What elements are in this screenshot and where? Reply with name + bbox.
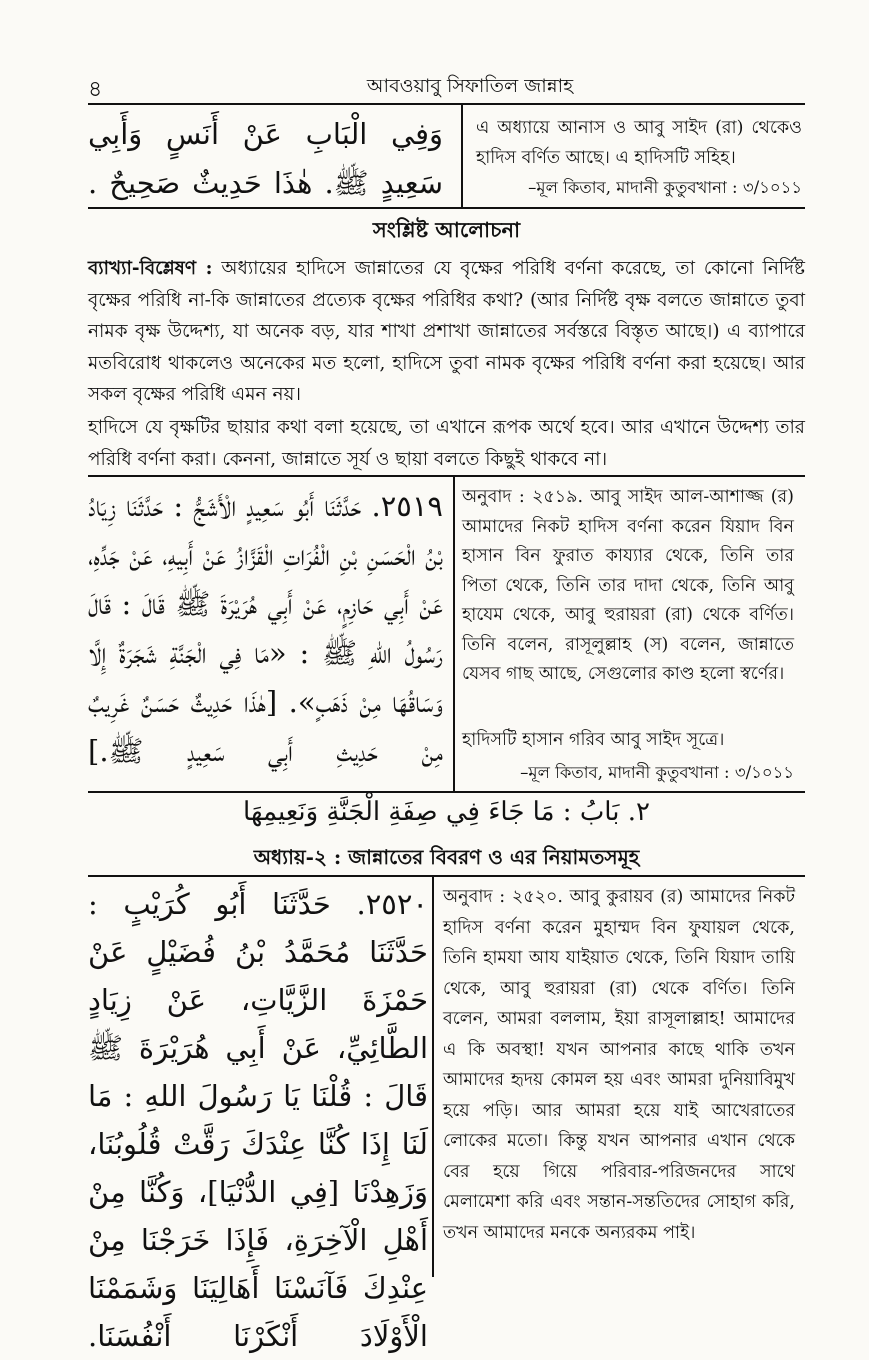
page-number: ৪ — [88, 77, 103, 102]
hadith-2519-reference: –মূল কিতাব, মাদানী কুতুবখানা : ৩/১০১১ — [520, 763, 794, 782]
section1-arabic: وَفِي الْبَابِ عَنْ أَنَسٍ وَأَبِي سَعِيدٍ ﷺ. هٰذَا حَدِيثٌ صَحِيحٌ . — [88, 117, 443, 200]
chapter-2-arabic: ٢. بَابُ : مَا جَاءَ فِي صِفَةِ الْجَنَّةِ وَنَعِيمِهَا — [243, 797, 650, 827]
header-rule — [88, 103, 805, 105]
discussion-bottom-rule — [88, 475, 805, 477]
chapter-2-title: অধ্যায়-২ : জান্নাতের বিবরণ ও এর নিয়ামতসমূহ — [253, 845, 640, 869]
hadith-2520-bangla: অনুবাদ : ২৫২০. আবু কুরায়ব (র) আমাদের নিকট হাদিস বর্ণনা করেন মুহাম্মদ বিন ফুযায়ল থেকে, তিনি হামযা আয যাইয়াত থেকে, তিনি যিয়াদ তায়ি থেকে, আবু হুরায়রা (রা) থেকে বর্ণিত। তিনি বলেন, আমরা বললাম, ইয়া রাসূলাল্লাহ! আমাদের এ কি অবস্থা! যখন আপনার কাছে থাকি তখন আমাদের হৃদয় কোমল হয় এবং আমরা দুনিয়াবিমুখ হয়ে পড়ি। আর আমরা হয়ে যাই আখেরাতের লোকের মতো। কিন্তু যখন আপনার এখান থেকে বের হয়ে গিয়ে পরিবার-পরিজনদের সাথে মেলামেশা করি এবং সন্তান-সন্ততিদের সোহাগ করি, তখন আমাদের মনকে অন্যরকম পাই। — [443, 887, 795, 1243]
hadith-2519-arabic: ٢٥١٩. حَدَّثَنَا أَبُو سَعِيدٍ الْأَشَجُّ : حَدَّثَنَا زِيَادُ بْنُ الْحَسَنِ بْنِ الْفُرَاتِ الْقَزَّازُ عَنْ أَبِيهِ، عَنْ جَدِّهِ، عَنْ أَبِي حَازِمٍ، عَنْ أَبِي هُرَيْرَةَ ﷺ قَالَ : قَالَ رَسُولُ اللهِ ﷺ : «مَا فِي الْجَنَّةِ شَجَرَةٌ إِلَّا وَسَاقُهَا مِنْ ذَهَبٍ». [هٰذَا حَدِيثٌ حَسَنٌ غَرِيبٌ مِنْ حَدِيثِ أَبِي سَعِيدٍ ﷺ.] — [88, 489, 443, 768]
hadith-2519-bottom-rule — [88, 791, 805, 793]
hadith-2520-arabic: ٢٥٢٠. حَدَّثَنَا أَبُو كُرَيْبٍ : حَدَّثَنَا مُحَمَّدُ بْنُ فُضَيْلٍ عَنْ حَمْزَةَ الزَّيَّاتِ، عَنْ زِيَادٍ الطَّائِيِّ، عَنْ أَبِي هُرَيْرَةَ ﷺ قَالَ : قُلْنَا يَا رَسُولَ اللهِ : مَا لَنَا إِذَا كُنَّا عِنْدَكَ رَقَّتْ قُلُوبُنَا، وَزَهِدْنَا [فِي الدُّنْيَا]، وَكُنَّا مِنْ أَهْلِ الْآخِرَةِ، فَإِذَا خَرَجْنَا مِنْ عِنْدِكَ فَآنَسْنَا أَهَالِيَنَا وَشَمَمْنَا الْأَوْلَادَ أَنْكَرْنَا أَنْفُسَنَا. — [88, 887, 428, 1353]
section1-bottom-rule — [88, 207, 805, 209]
section1-divider — [461, 104, 463, 208]
hadith-2519-grading: হাদিসটি হাসান গরিব আবু সাইদ সূত্রে। — [462, 730, 725, 750]
section1-bangla: এ অধ্যায়ে আনাস ও আবু সাইদ (রা) থেকেও হাদিস বর্ণিত আছে। এ হাদিসটি সহিহ। — [476, 118, 802, 168]
hadith-2519-bangla: অনুবাদ : ২৫১৯. আবু সাইদ আল-আশাজ্জ (র) আমাদের নিকট হাদিস বর্ণনা করেন যিয়াদ বিন হাসান বিন ফুরাত কায্যার থেকে, তিনি তার পিতা থেকে, তিনি তার দাদা থেকে, তিনি আবু হাযেম থেকে, আবু হুরায়রা (রা) থেকে বর্ণিত। তিনি বলেন, রাসূলুল্লাহ (স) বলেন, জান্নাতে যেসব গাছ আছে, সেগুলোর কাণ্ড হলো স্বর্ণের। — [462, 487, 794, 684]
discussion-label: ব্যাখ্যা-বিশ্লেষণ : — [88, 258, 213, 279]
discussion-para1 — [88, 253, 805, 411]
discussion-title: সংশ্লিষ্ট আলোচনা — [372, 217, 521, 242]
discussion-para2: হাদিসে যে বৃক্ষটির ছায়ার কথা বলা হয়েছে, তা এখানে রূপক অর্থে হবে। আর এখানে উদ্দেশ্য তার পরিধি বর্ণনা করা। কেননা, জান্নাতে সূর্য ও ছায়া বলতে কিছুই থাকবে না। — [88, 417, 805, 470]
running-title: আবওয়াবু সিফাতিল জান্নাহ — [366, 75, 574, 97]
section1-reference: –মূল কিতাব, মাদানী কুতুবখানা : ৩/১০১১ — [528, 178, 802, 197]
chapter-2-bottom-rule — [88, 875, 805, 877]
hadith-2519-divider — [453, 476, 455, 792]
discussion-text: অধ্যায়ের হাদিসে জান্নাতের যে বৃক্ষের পরিধি বর্ণনা করেছে, তা কোনো নির্দিষ্ট বৃক্ষের পরিধি না-কি জান্নাতের প্রত্যেক বৃক্ষের পরিধির কথা? (আর নির্দিষ্ট বৃক্ষ বলতে জান্নাতে তুবা নামক বৃক্ষ উদ্দেশ্য, যা অনেক বড়, যার শাখা প্রশাখা জান্নাতের সর্বস্তরে বিস্তৃত আছে।) এ ব্যাপারে মতবিরোধ থাকলেও অনেকের মত হলো, হাদিসে তুবা নামক বৃক্ষের পরিধি বর্ণনা করা হয়েছে। আর সকল বৃক্ষের পরিধি এমন নয়। — [88, 258, 805, 405]
hadith-2520-divider — [432, 876, 434, 1277]
